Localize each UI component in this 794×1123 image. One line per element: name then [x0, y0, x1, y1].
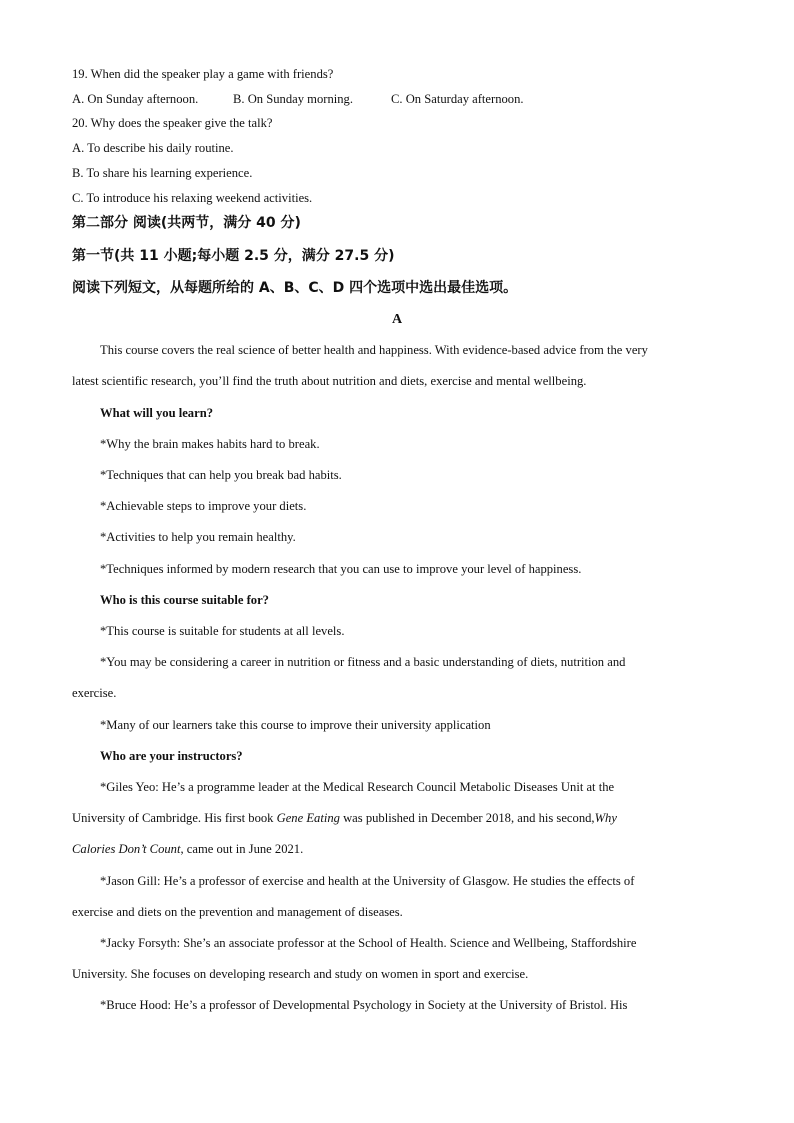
instructor-yeo-text: was published in December 2018, and his second,: [339, 811, 595, 825]
instructor-yeo-line-3: [72, 841, 303, 857]
question-20-option-b: B. To share his learning experience.: [72, 166, 253, 180]
instructor-hood-line-1: *Bruce Hood: He’s a professor of Developmental Psychology in Society at the University of Bristol. His: [100, 998, 628, 1012]
learn-item: *Techniques that can help you break bad habits.: [100, 468, 342, 482]
suitable-heading: Who is this course suitable for?: [100, 593, 269, 607]
suitable-item: *You may be considering a career in nutrition or fitness and a basic understanding of diets, nutrition and: [100, 655, 626, 669]
learn-item: *Achievable steps to improve your diets.: [100, 499, 307, 513]
learn-heading: What will you learn?: [100, 406, 213, 420]
instruction: 阅读下列短文，从每题所给的 A、B、C、D 四个选项中选出最佳选项。: [72, 280, 518, 296]
instructor-gill-line-2: exercise and diets on the prevention and management of diseases.: [72, 905, 403, 919]
suitable-item: *This course is suitable for students at all levels.: [100, 624, 345, 638]
instructor-forsyth-line-1: *Jacky Forsyth: She’s an associate professor at the School of Health. Science and Wellbeing, Staffordshire: [100, 936, 637, 950]
intro-line-2: latest scientific research, you’ll find the truth about nutrition and diets, exercise and mental wellbeing.: [72, 374, 587, 388]
instructor-yeo-text: , came out in June 2021.: [180, 842, 304, 856]
instructor-gill-line-1: *Jason Gill: He’s a professor of exercise and health at the University of Glasgow. He studies the effects of: [100, 874, 635, 888]
instructor-yeo-text: University of Cambridge. His first book: [72, 811, 277, 825]
section-subtitle: 第一节(共 11 小题;每小题 2.5 分，满分 27.5 分): [72, 248, 395, 264]
instructor-yeo-line-2: [72, 810, 617, 826]
question-20-option-a: A. To describe his daily routine.: [72, 141, 234, 155]
learn-item: *Techniques informed by modern research that you can use to improve your level of happiness.: [100, 562, 582, 576]
question-19-stem: 19. When did the speaker play a game with friends?: [72, 67, 334, 81]
book-title-why-calories-part-1: Why: [594, 811, 617, 825]
book-title-gene-eating: Gene Eating: [276, 811, 340, 825]
instructor-yeo-line-1: *Giles Yeo: He’s a programme leader at the Medical Research Council Metabolic Diseases Unit at the: [100, 780, 615, 794]
learn-item: *Activities to help you remain healthy.: [100, 530, 296, 544]
question-19-option-b: B. On Sunday morning.: [233, 92, 353, 106]
passage-letter: A: [391, 312, 403, 327]
suitable-item-continuation: exercise.: [72, 686, 117, 700]
intro-line-1: This course covers the real science of better health and happiness. With evidence-based advice from the very: [100, 343, 648, 357]
book-title-why-calories-part-2: Calories Don’t Count: [72, 842, 181, 856]
question-20-option-c: C. To introduce his relaxing weekend activities.: [72, 191, 313, 205]
question-19-option-a: A. On Sunday afternoon.: [72, 92, 199, 106]
question-20-stem: 20. Why does the speaker give the talk?: [72, 116, 273, 130]
suitable-item: *Many of our learners take this course to improve their university application: [100, 718, 491, 732]
learn-item: *Why the brain makes habits hard to break.: [100, 437, 320, 451]
instructor-forsyth-line-2: University. She focuses on developing research and study on women in sport and exercise.: [72, 967, 529, 981]
question-19-option-c: C. On Saturday afternoon.: [391, 92, 524, 106]
part-title: 第二部分 阅读(共两节，满分 40 分): [72, 215, 301, 231]
instructors-heading: Who are your instructors?: [100, 749, 243, 763]
